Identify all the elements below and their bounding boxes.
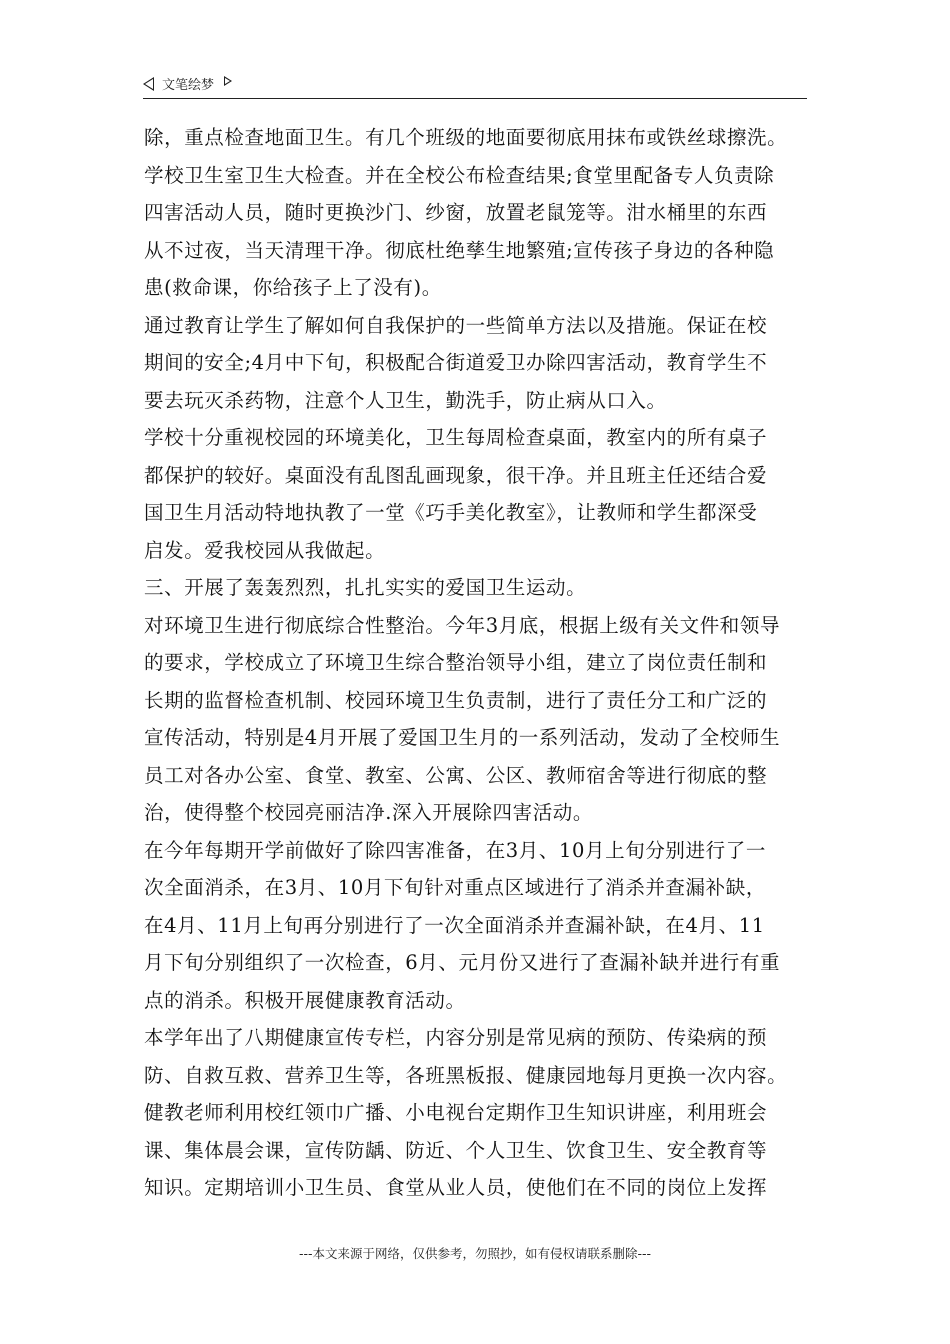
text-line: 长期的监督检查机制、校园环境卫生负责制，进行了责任分工和广泛的 [144,688,768,712]
text-line: 通过教育让学生了解如何自我保护的一些简单方法以及措施。保证在校 [144,313,768,337]
text-line: 的要求，学校成立了环境卫生综合整治领导小组，建立了岗位责任制和 [144,651,768,674]
text-line: 宣传活动，特别是4月开展了爱国卫生月的一系列活动，发动了全校师生 [144,726,781,749]
text-line: 在4月、11月上旬再分别进行了一次全面消杀并查漏补缺，在4月、11 [144,913,765,937]
triangle-left-icon [143,77,154,91]
text-line: 次全面消杀，在3月、10月下旬针对重点区域进行了消杀并查漏补缺， [144,876,766,899]
text-line: 学校十分重视校园的环境美化，卫生每周检查桌面，教室内的所有桌子 [144,426,768,449]
header-title: 文笔绘梦 [162,78,215,93]
text-line: 课、集体晨会课，宣传防龋、防近、个人卫生、饮食卫生、安全教育等 [144,1138,768,1162]
text-line: 防、自救互救、营养卫生等，各班黑板报、健康园地每月更换一次内容。 [144,1063,788,1087]
text-line: 月下旬分别组织了一次检查，6月、元月份又进行了查漏补缺并进行有重 [144,951,781,974]
text-line: 本学年出了八期健康宣传专栏，内容分别是常见病的预防、传染病的预 [144,1026,768,1049]
text-line: 在今年每期开学前做好了除四害准备，在3月、10月上旬分别进行了一 [144,838,766,862]
text-line: 启发。爱我校园从我做起。 [144,538,386,562]
text-line: 治，使得整个校园亮丽洁净.深入开展除四害活动。 [144,801,593,824]
text-line: 都保护的较好。桌面没有乱图乱画现象，很干净。并且班主任还结合爱 [144,463,768,487]
text-line: 员工对各办公室、食堂、教室、公寓、公区、教师宿舍等进行彻底的整 [144,763,768,787]
text-line: 健教老师利用校红领巾广播、小电视台定期作卫生知识讲座，利用班会 [144,1101,768,1124]
triangle-right-icon [224,76,232,86]
text-line: 对环境卫生进行彻底综合性整治。今年3月底，根据上级有关文件和领导 [144,613,781,637]
text-line: 患(救命课，你给孩子上了没有)。 [144,276,442,299]
page-footer: ---本文来源于网络，仅供参考，勿照抄，如有侵权请联系删除--- [298,1246,652,1261]
text-line: 除，重点检查地面卫生。有几个班级的地面要彻底用抹布或铁丝球擦洗。 [144,126,788,149]
document-body [144,119,808,1207]
text-line: 三、开展了轰轰烈烈，扎扎实实的爱国卫生运动。 [144,576,587,599]
text-line: 从不过夜，当天清理干净。彻底杜绝孳生地繁殖;宣传孩子身边的各种隐 [144,238,775,262]
text-line: 期间的安全;4月中下旬，积极配合街道爱卫办除四害活动，教育学生不 [144,351,768,374]
text-line: 要去玩灭杀药物，注意个人卫生，勤洗手，防止病从口入。 [144,388,667,412]
header-brand [143,74,232,93]
text-line: 国卫生月活动特地执教了一堂《巧手美化教室》，让教师和学生都深受 [144,501,758,524]
text-line: 知识。定期培训小卫生员、食堂从业人员，使他们在不同的岗位上发挥 [144,1176,768,1199]
page-header [143,72,807,99]
text-line: 四害活动人员，随时更换沙门、纱窗，放置老鼠笼等。泔水桶里的东西 [144,201,768,224]
text-line: 学校卫生室卫生大检查。并在全校公布检查结果;食堂里配备专人负责除 [144,163,775,187]
text-line: 点的消杀。积极开展健康教育活动。 [144,988,466,1012]
